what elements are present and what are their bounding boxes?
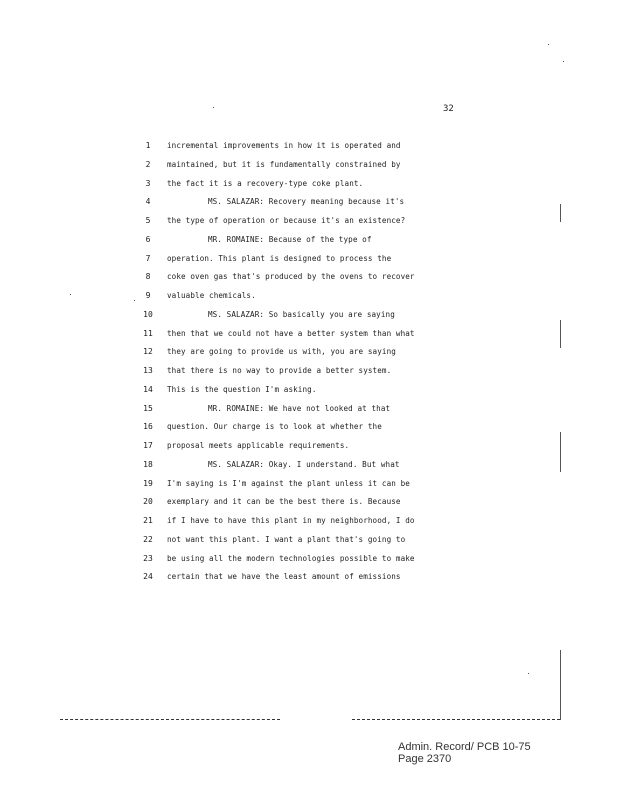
line-number: 19 — [143, 478, 153, 488]
line-text: MR. ROMAINE: We have not looked at that — [208, 403, 391, 413]
line-text: the fact it is a recovery-type coke plant. — [167, 178, 364, 188]
scan-speck — [528, 673, 529, 674]
line-number: 21 — [143, 516, 153, 525]
line-text: MS. SALAZAR: So basically you are saying — [208, 309, 395, 319]
line-number: 24 — [143, 572, 153, 582]
line-number: 8 — [145, 272, 151, 282]
line-number: 11 — [143, 328, 153, 338]
line-text: that there is no way to provide a better system. — [167, 366, 392, 375]
line-text: they are going to provide us with, you are saying — [167, 347, 396, 357]
line-number: 12 — [143, 347, 153, 357]
line-number: 7 — [145, 253, 151, 263]
line-text: I'm saying is I'm against the plant unless it can be — [167, 478, 410, 488]
scan-speck — [213, 107, 214, 108]
line-number: 5 — [145, 216, 151, 225]
line-text: be using all the modern technologies possible to make — [167, 553, 415, 563]
line-text: MR. ROMAINE: Because of the type of — [208, 234, 372, 244]
line-text: valuable chemicals. — [167, 291, 256, 300]
line-number: 23 — [143, 553, 153, 563]
line-text: operation. This plant is designed to process the — [167, 253, 392, 263]
line-text: if I have to have this plant in my neighborhood, I do — [167, 516, 415, 525]
scan-edge-mark — [560, 650, 561, 720]
scan-speck — [134, 300, 135, 301]
line-number: 2 — [145, 159, 151, 169]
line-number: 3 — [145, 178, 151, 188]
line-number: 13 — [143, 366, 153, 375]
scan-speck — [70, 294, 71, 295]
line-text: coke oven gas that's produced by the ovens to recover — [167, 272, 415, 282]
scan-speck — [563, 61, 564, 62]
bottom-rule-left — [60, 719, 280, 720]
line-text: certain that we have the least amount of emissions — [167, 572, 401, 582]
line-text: then that we could not have a better system than what — [167, 328, 415, 338]
line-number: 17 — [143, 441, 153, 450]
scan-edge-mark — [560, 204, 561, 222]
line-number: 9 — [145, 291, 151, 300]
line-text: proposal meets applicable requirements. — [167, 441, 350, 450]
line-number: 4 — [145, 197, 151, 207]
admin-record-stamp — [398, 741, 531, 765]
line-text: incremental improvements in how it is operated and — [167, 141, 401, 150]
scan-edge-mark — [560, 320, 561, 348]
scan-speck — [548, 44, 549, 45]
line-text: maintained, but it is fundamentally constrained by — [167, 159, 401, 169]
bottom-rule-right — [352, 719, 560, 720]
stamp-line-1: Admin. Record/ PCB 10-75 — [398, 741, 531, 753]
line-number: 15 — [143, 403, 153, 413]
line-number: 18 — [143, 459, 153, 469]
page-number: 32 — [443, 104, 454, 114]
line-text: the type of operation or because it's an existence? — [167, 216, 406, 225]
line-text: not want this plant. I want a plant that's going to — [167, 534, 406, 544]
line-number: 22 — [143, 534, 153, 544]
line-number: 10 — [143, 309, 153, 319]
line-text: MS. SALAZAR: Recovery meaning because it's — [208, 197, 405, 207]
line-text: MS. SALAZAR: Okay. I understand. But what — [208, 459, 400, 469]
line-number: 16 — [143, 422, 153, 432]
line-number: 20 — [143, 497, 153, 507]
line-number: 1 — [145, 141, 151, 150]
line-text: exemplary and it can be the best there is. Because — [167, 497, 401, 507]
line-text: question. Our charge is to look at whether the — [167, 422, 382, 432]
stamp-line-2: Page 2370 — [398, 753, 452, 765]
line-number: 6 — [145, 234, 151, 244]
scan-edge-mark — [560, 432, 561, 472]
line-text: This is the question I'm asking. — [167, 384, 317, 394]
line-number: 14 — [143, 384, 153, 394]
